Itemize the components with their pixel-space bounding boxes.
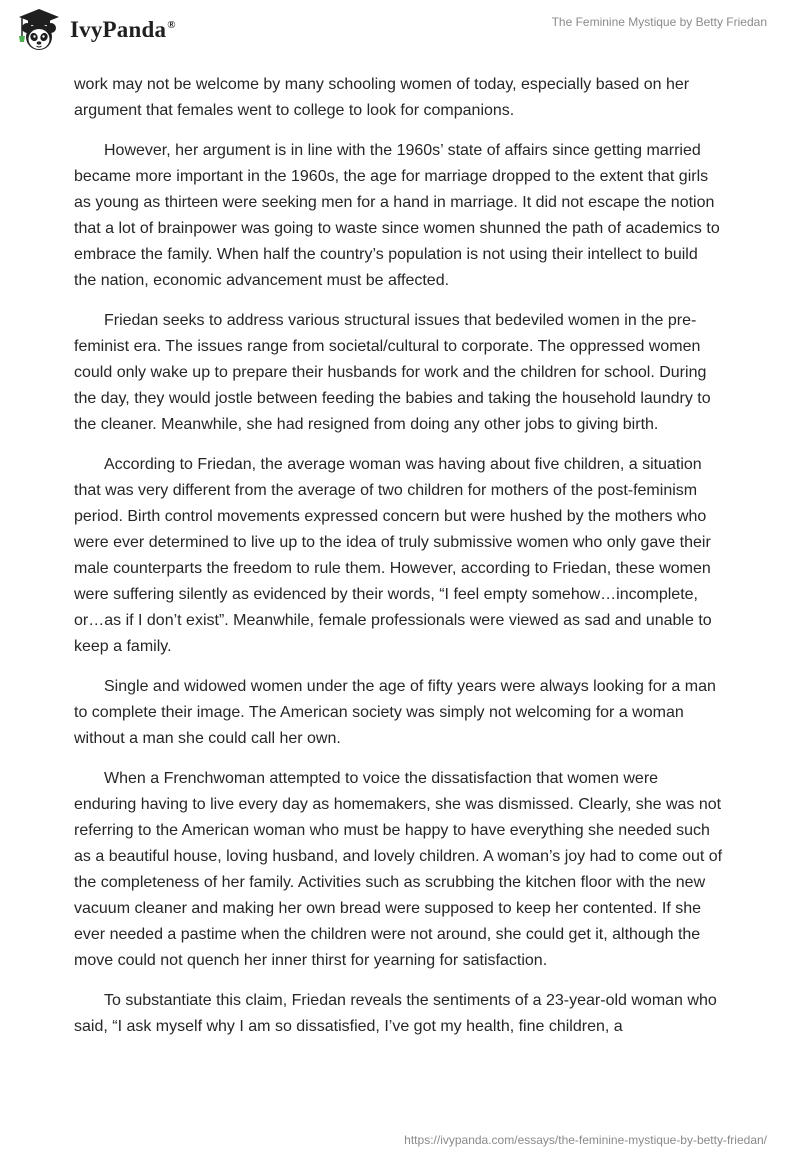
paragraph: To substantiate this claim, Friedan reveals the sentiments of a 23-year-old woman who said, “I ask myself why I am so dissatisfied, I’ve got my health, fine children, a xyxy=(74,992,717,1035)
paragraph: Single and widowed women under the age of fifty years were always looking for a man to complete their image. The American society was simply not welcoming for a woman without a man she could call her own. xyxy=(74,678,716,747)
paragraph: According to Friedan, the average woman was having about five children, a situation that was very different from the average of two children for mothers of the post-feminism period. Birth control movements expressed concern but were hushed by the mothers who were ever determined to live up to the idea of truly submissive women who only gave their male counterparts the freedom to rule them. However, according to Friedan, these women were suffering silently as evidenced by their words, “I feel empty somehow…incomplete, or…as if I don’t exist”. Meanwhile, female professionals were viewed as sad and unable to keep a family. xyxy=(74,456,712,655)
panda-logo-icon xyxy=(14,6,64,54)
source-url-link[interactable]: https://ivypanda.com/essays/the-feminine-mystique-by-betty-friedan/ xyxy=(404,1133,767,1147)
logo-wordmark xyxy=(70,17,176,43)
essay-body xyxy=(74,72,724,1054)
document-title: The Feminine Mystique by Betty Friedan xyxy=(551,15,767,29)
ivypanda-logo[interactable] xyxy=(14,6,176,54)
paragraph: However, her argument is in line with the 1960s’ state of affairs since getting married became more important in the 1960s, the age for marriage dropped to the extent that girls as young as thirteen were seeking men for a hand in marriage. It did not escape the notion that a lot of brainpower was going to waste since women shunned the path of academics to embrace the family. When half the country’s population is not using their intellect to build the nation, economic advancement must be affected. xyxy=(74,142,720,289)
paragraph: Friedan seeks to address various structural issues that bedeviled women in the pre-feminist era. The issues range from societal/cultural to corporate. The oppressed women could only wake up to prepare their husbands for work and the children for school. During the day, they would jostle between feeding the babies and taking the household laundry to the cleaner. Meanwhile, she had resigned from doing any other jobs to giving birth. xyxy=(74,312,711,433)
paragraph: When a Frenchwoman attempted to voice the dissatisfaction that women were enduring having to live every day as homemakers, she was dismissed. Clearly, she was not referring to the American woman who must be happy to have everything she needed such as a beautiful house, loving husband, and lovely children. A woman’s joy had to come out of the completeness of her family. Activities such as scrubbing the kitchen floor with the new vacuum cleaner and making her own bread were supposed to keep her contented. If she ever needed a pastime when the children were not around, she could get it, although the move could not quench her inner thirst for yearning for satisfaction. xyxy=(74,770,723,969)
paragraph-continued: work may not be welcome by many schooling women of today, especially based on her argument that females went to college to look for companions. xyxy=(74,76,690,119)
registered-mark: ® xyxy=(167,19,176,31)
page-header xyxy=(0,0,800,60)
logo-text: IvyPanda xyxy=(70,17,167,42)
